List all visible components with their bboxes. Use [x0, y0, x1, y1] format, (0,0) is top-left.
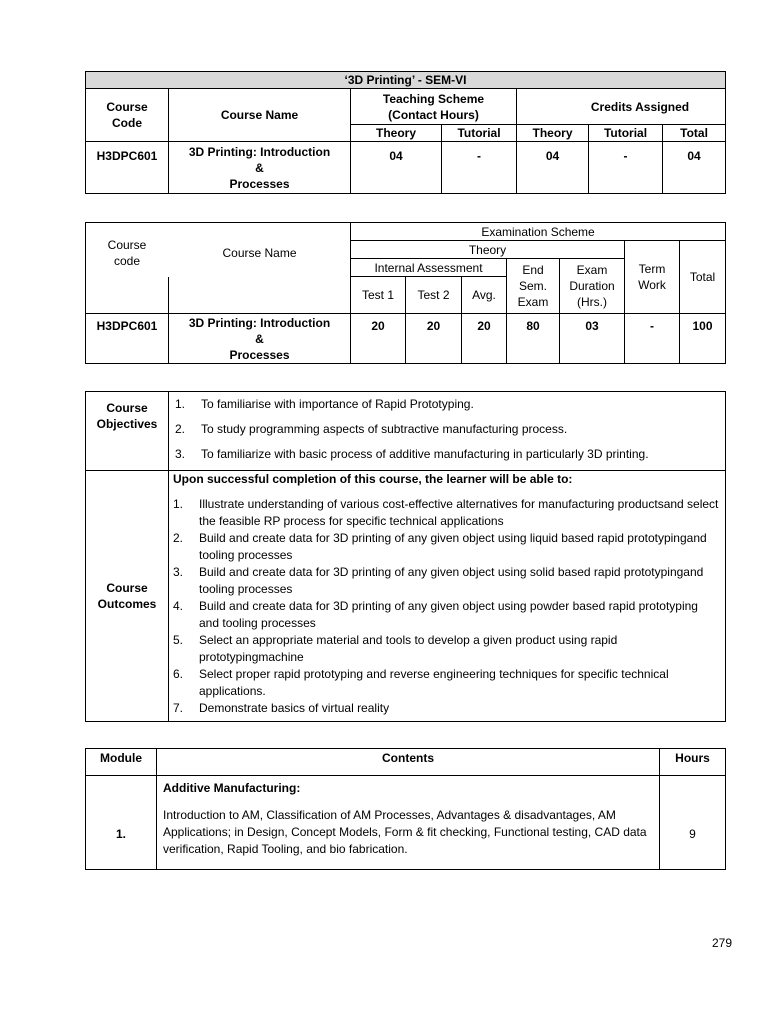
ts-theory-value: 04: [351, 142, 442, 194]
page-number: 279: [711, 936, 732, 950]
list-item: [173, 530, 721, 564]
list-item: [173, 700, 721, 717]
list-item: [175, 417, 721, 442]
list-item-number: 2.: [173, 531, 184, 545]
table-row: [86, 142, 726, 194]
contents-header: Contents: [157, 749, 660, 776]
list-item-text: Select proper rapid prototyping and reverse engineering techniques for specific technical applications.: [199, 667, 669, 698]
list-item: [173, 632, 721, 666]
modules-table: [85, 748, 726, 870]
ts-tutorial-value: -: [442, 142, 517, 194]
list-item-number: 2.: [175, 422, 186, 436]
outcomes-cell: [169, 471, 726, 722]
total-header: Total: [680, 241, 726, 314]
list-item-text: Build and create data for 3D printing of any given object using liquid based rapid prototypingand tooling processes: [199, 531, 707, 562]
theory-header: Theory: [351, 241, 625, 259]
module-number: 1.: [86, 776, 157, 870]
end-sem-value: 80: [507, 314, 560, 364]
teaching-scheme-table: [85, 71, 726, 194]
objectives-outcomes-table: [85, 391, 726, 722]
avg-header: Avg.: [462, 277, 507, 314]
avg-value: 20: [462, 314, 507, 364]
list-item-number: 4.: [173, 599, 184, 613]
hours-header: Hours: [660, 749, 726, 776]
test1-value: 20: [351, 314, 406, 364]
course-code-header: Course Code: [86, 89, 169, 142]
list-item-text: Select an appropriate material and tools to develop a given product using rapid prototypingmachine: [199, 633, 618, 664]
list-item-number: 6.: [173, 667, 184, 681]
list-item-text: To familiarize with basic process of additive manufacturing in particularly 3D printing.: [201, 447, 649, 461]
objectives-label: Course Objectives: [86, 392, 169, 471]
course-code: H3DPC601: [86, 314, 169, 364]
table-row: [86, 776, 726, 870]
outcomes-label: Course Outcomes: [86, 471, 169, 722]
list-item: [173, 598, 721, 632]
list-item-text: Demonstrate basics of virtual reality: [199, 701, 390, 715]
course-code: H3DPC601: [86, 142, 169, 194]
course-name-header: Course Name: [169, 89, 351, 142]
table-title: ‘3D Printing’ - SEM-VI: [86, 72, 726, 89]
term-work-header: Term Work: [625, 241, 680, 314]
cr-tutorial-value: -: [589, 142, 663, 194]
exam-scheme-header: Examination Scheme: [351, 223, 726, 241]
table-row: [86, 314, 726, 364]
course-code-header: Course code: [86, 277, 169, 314]
list-item: [175, 392, 721, 417]
ts-theory-header: Theory: [351, 125, 442, 142]
duration-value: 03: [560, 314, 625, 364]
test1-header: Test 1: [351, 277, 406, 314]
list-item-number: 3.: [175, 447, 186, 461]
cr-theory-value: 04: [517, 142, 589, 194]
list-item-number: 1.: [173, 497, 184, 511]
list-item: [173, 666, 721, 700]
course-name-header: Course Name: [169, 277, 351, 314]
test2-header: Test 2: [406, 277, 462, 314]
list-item: [173, 564, 721, 598]
examination-scheme-table: [85, 222, 726, 364]
outcomes-intro: Upon successful completion of this course, the learner will be able to:: [173, 472, 573, 486]
module-header: Module: [86, 749, 157, 776]
list-item: [175, 442, 721, 467]
credits-assigned-header: Credits Assigned: [517, 89, 726, 125]
ts-tutorial-header: Tutorial: [442, 125, 517, 142]
course-name: 3D Printing: Introduction & Processes: [169, 142, 351, 194]
cr-tutorial-header: Tutorial: [589, 125, 663, 142]
list-item-number: 1.: [175, 397, 186, 411]
list-item-text: Illustrate understanding of various cost-effective alternatives for manufacturing productsand select the feasible RP process for specific technical applications: [199, 497, 719, 528]
course-name: 3D Printing: Introduction & Processes: [169, 314, 351, 364]
objectives-list: [169, 392, 726, 471]
list-item-text: Build and create data for 3D printing of any given object using solid based rapid prototypingand tooling processes: [199, 565, 704, 596]
list-item-number: 7.: [173, 701, 184, 715]
cr-total-value: 04: [663, 142, 726, 194]
total-value: 100: [680, 314, 726, 364]
teaching-scheme-header: Teaching Scheme (Contact Hours): [351, 89, 517, 125]
end-sem-header: End Sem. Exam: [507, 259, 560, 314]
list-item-number: 3.: [173, 565, 184, 579]
module-hours: 9: [660, 776, 726, 870]
exam-duration-header: Exam Duration (Hrs.): [560, 259, 625, 314]
list-item-number: 5.: [173, 633, 184, 647]
cr-theory-header: Theory: [517, 125, 589, 142]
list-item-text: To study programming aspects of subtractive manufacturing process.: [201, 422, 568, 436]
list-item-text: To familiarise with importance of Rapid Prototyping.: [201, 397, 474, 411]
internal-assessment-header: Internal Assessment: [351, 259, 507, 277]
test2-value: 20: [406, 314, 462, 364]
module-body: Introduction to AM, Classification of AM Processes, Advantages & disadvantages, AM Applications; in Design, Concept Models, Form & fit checking, Functional testing, CAD data verification, Rapid Tooling, and bio fabrication.: [163, 808, 647, 856]
list-item: [173, 496, 721, 530]
module-contents: [157, 776, 660, 870]
term-work-value: -: [625, 314, 680, 364]
cr-total-header: Total: [663, 125, 726, 142]
module-title: Additive Manufacturing:: [163, 781, 301, 795]
list-item-text: Build and create data for 3D printing of any given object using powder based rapid prototyping and tooling processes: [199, 599, 698, 630]
